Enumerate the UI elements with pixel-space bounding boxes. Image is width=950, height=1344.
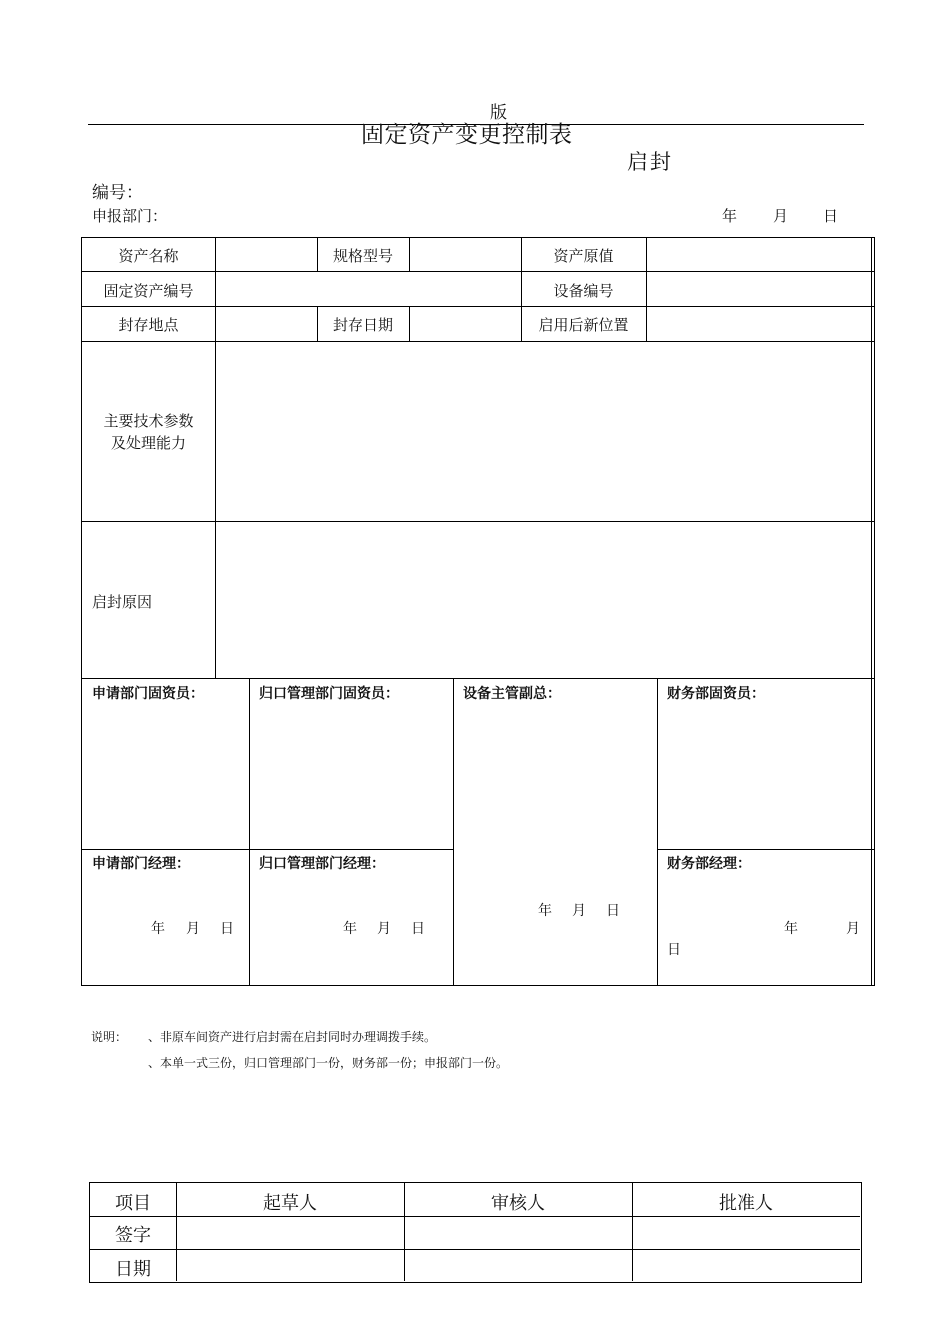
col-line-label <box>215 238 216 678</box>
dept-label: 申报部门： <box>92 207 168 225</box>
col-line-specval-1 <box>409 238 410 271</box>
row-line-4 <box>82 521 874 522</box>
original-value-label: 资产原值 <box>553 247 614 265</box>
applicant-mgr-year: 年 <box>151 921 165 937</box>
equipment-deputy-label: 设备主管副总： <box>463 686 561 702</box>
finance-mgr-month: 月 <box>846 921 860 937</box>
form-right-border <box>871 238 872 985</box>
deputy-day: 日 <box>606 903 620 919</box>
new-location-label: 启用后新位置 <box>538 316 629 334</box>
row-line-1 <box>82 271 874 272</box>
finance-mgr-year: 年 <box>784 921 798 937</box>
asset-name-label: 资产名称 <box>118 247 179 265</box>
mgmt-mgr-year: 年 <box>343 921 357 937</box>
tech-params-label-2: 及处理能力 <box>110 434 186 452</box>
spec-model-label: 规格型号 <box>332 247 393 265</box>
approval-date-label: 日期 <box>115 1259 151 1280</box>
approval-approver-header: 批准人 <box>719 1193 773 1214</box>
applicant-mgr-month: 月 <box>186 921 200 937</box>
row-line-5 <box>82 678 874 679</box>
finance-asset-clerk-label: 财务部固资员： <box>667 686 765 702</box>
finance-manager-label: 财务部经理： <box>667 856 751 872</box>
notes-line-1: 、非原车间资产进行启封需在启封同时办理调拨手续。 <box>148 1030 437 1044</box>
page-title: 固定资产变更控制表 <box>361 122 573 148</box>
approval-drafter-header: 起草人 <box>263 1193 317 1214</box>
sig-col-2 <box>453 678 454 985</box>
approval-table <box>89 1182 862 1283</box>
notes-line-2: 、本单一式三份，归口管理部门一份，财务部一份；申报部门一份。 <box>148 1056 509 1070</box>
storage-date-label: 封存日期 <box>332 316 393 334</box>
col-line-valueval <box>646 238 647 341</box>
mgmt-mgr-month: 月 <box>377 921 391 937</box>
row-line-6b <box>250 849 454 850</box>
reason-label: 启封原因 <box>92 593 153 611</box>
applicant-manager-label: 申请部门经理： <box>92 856 190 872</box>
page-subtitle: 启封 <box>627 150 673 174</box>
sig-col-3 <box>657 678 658 985</box>
mgmt-mgr-day: 日 <box>411 921 425 937</box>
mgmt-manager-label: 归口管理部门经理： <box>259 856 385 872</box>
deputy-month: 月 <box>572 903 586 919</box>
approval-signature-label: 签字 <box>115 1225 151 1246</box>
appr-row-line-2 <box>90 1249 860 1250</box>
finance-mgr-day: 日 <box>667 942 681 958</box>
mgmt-asset-clerk-label: 归口管理部门固资员： <box>259 686 399 702</box>
asset-form-table <box>81 237 875 986</box>
equipment-no-label: 设备编号 <box>553 282 614 300</box>
header-date-day: 日 <box>823 207 839 225</box>
applicant-mgr-day: 日 <box>220 921 234 937</box>
row-line-6a <box>82 849 250 850</box>
row-line-3 <box>82 341 874 342</box>
deputy-year: 年 <box>538 903 552 919</box>
applicant-asset-clerk-label: 申请部门固资员： <box>92 686 204 702</box>
row-line-6c <box>658 849 874 850</box>
appr-row-line-1 <box>90 1216 860 1217</box>
tech-params-label-1: 主要技术参数 <box>103 412 194 430</box>
version-label: 版 <box>490 103 507 123</box>
header-date-month: 月 <box>773 207 789 225</box>
sig-col-1 <box>249 678 250 985</box>
number-label: 编号： <box>92 183 143 203</box>
approval-item-header: 项目 <box>115 1193 151 1214</box>
storage-location-label: 封存地点 <box>118 316 179 334</box>
notes-label: 说明： <box>91 1030 128 1044</box>
header-date-year: 年 <box>722 207 738 225</box>
col-line-specval-3 <box>409 306 410 341</box>
row-line-2 <box>82 306 874 307</box>
fixed-asset-no-label: 固定资产编号 <box>103 282 194 300</box>
approval-reviewer-header: 审核人 <box>491 1193 545 1214</box>
